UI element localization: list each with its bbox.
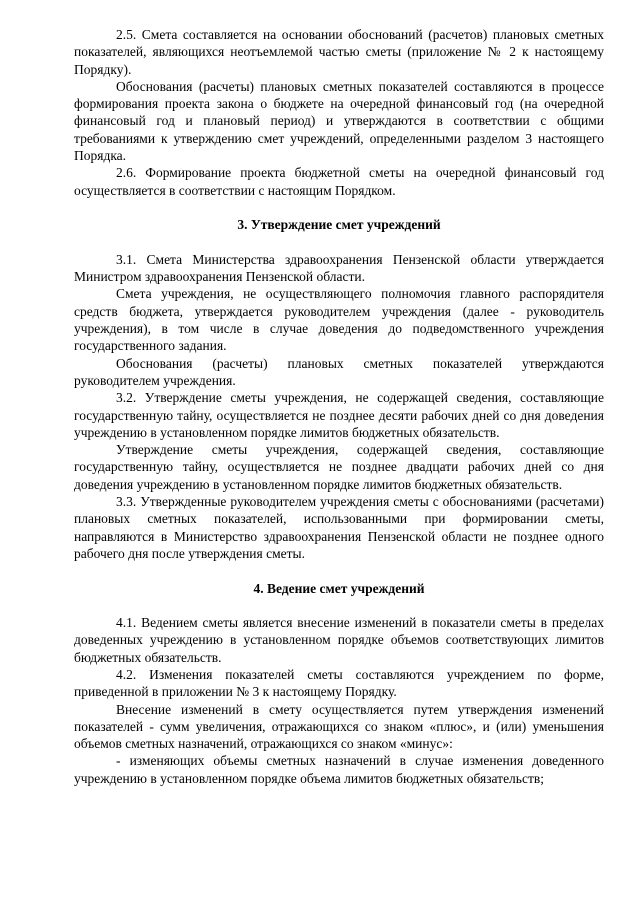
paragraph-2-5: 2.5. Смета составляется на основании обоснований (расчетов) плановых сметных показателей, являющихся неотъемлемой частью сметы (приложение № 2 к настоящему Порядку). bbox=[74, 27, 604, 77]
paragraph-changes: Внесение изменений в смету осуществляется путем утверждения изменений показателей - сумм увеличения, отражающихся со знаком «плюс», и (или) уменьшения объемов сметных назначений, отражающихся со знаком «минус»: bbox=[74, 701, 604, 752]
document-page bbox=[74, 26, 604, 787]
paragraph-3-3: 3.3. Утвержденные руководителем учреждения сметы с обоснованиями (расчетами) плановых сметных показателей, использованными при формировании сметы, направляются в Министерство здравоохранения Пензенской области не позднее одного рабочего дня после утверждения сметы. bbox=[74, 494, 604, 561]
paragraph-justifications-approval: Обоснования (расчеты) плановых сметных показателей утверждаются руководителем учреждения. bbox=[74, 355, 604, 388]
section-4-heading: 4. Ведение смет учреждений bbox=[253, 580, 425, 596]
paragraph-2-6: 2.6. Формирование проекта бюджетной сметы на очередной финансовый год осуществляется в соответствии с настоящим Порядком. bbox=[74, 165, 604, 198]
paragraph-justifications: Обоснования (расчеты) плановых сметных показателей составляются в процессе формирования проекта закона о бюджете на очередной финансовый год (на очередной финансовый год и плановый период) и утверждаются в соответствии с общими требованиями к утверждению смет учреждений, определенными разделом 3 настоящего Порядка. bbox=[74, 78, 604, 164]
paragraph-4-2: 4.2. Изменения показателей сметы составляются учреждением по форме, приведенной в приложении № 3 к настоящему Порядку. bbox=[74, 666, 604, 700]
paragraph-3-1: 3.1. Смета Министерства здравоохранения Пензенской области утверждается Министром здравоохранения Пензенской области. bbox=[74, 251, 604, 285]
paragraph-3-2: 3.2. Утверждение сметы учреждения, не содержащей сведения, составляющие государственную тайну, осуществляется не позднее десяти рабочих дней со дня доведения учреждению в установленном порядке лимитов бюджетных обязательств. bbox=[74, 390, 604, 440]
paragraph-institution-smeta: Смета учреждения, не осуществляющего полномочия главного распорядителя средств бюджета, утверждается руководителем учреждения (далее - руководитель учреждения), в том числе в случае доведения до подведомственного учреждения государственного задания. bbox=[74, 286, 604, 354]
paragraph-state-secret: Утверждение сметы учреждения, содержащей сведения, составляющие государственную тайну, осуществляется не позднее двадцати рабочих дней со дня доведения учреждению в установленном порядке лимитов бюджетных обязательств. bbox=[74, 442, 604, 492]
section-3-heading: 3. Утверждение смет учреждений bbox=[237, 217, 441, 233]
paragraph-list-item: - изменяющих объемы сметных назначений в случае изменения доведенного учреждению в установленном порядке объема лимитов бюджетных обязательств; bbox=[74, 753, 604, 786]
paragraph-4-1: 4.1. Ведением сметы является внесение изменений в показатели сметы в пределах доведенных учреждению в установленном порядке объемов соответствующих лимитов бюджетных обязательств. bbox=[74, 615, 604, 665]
